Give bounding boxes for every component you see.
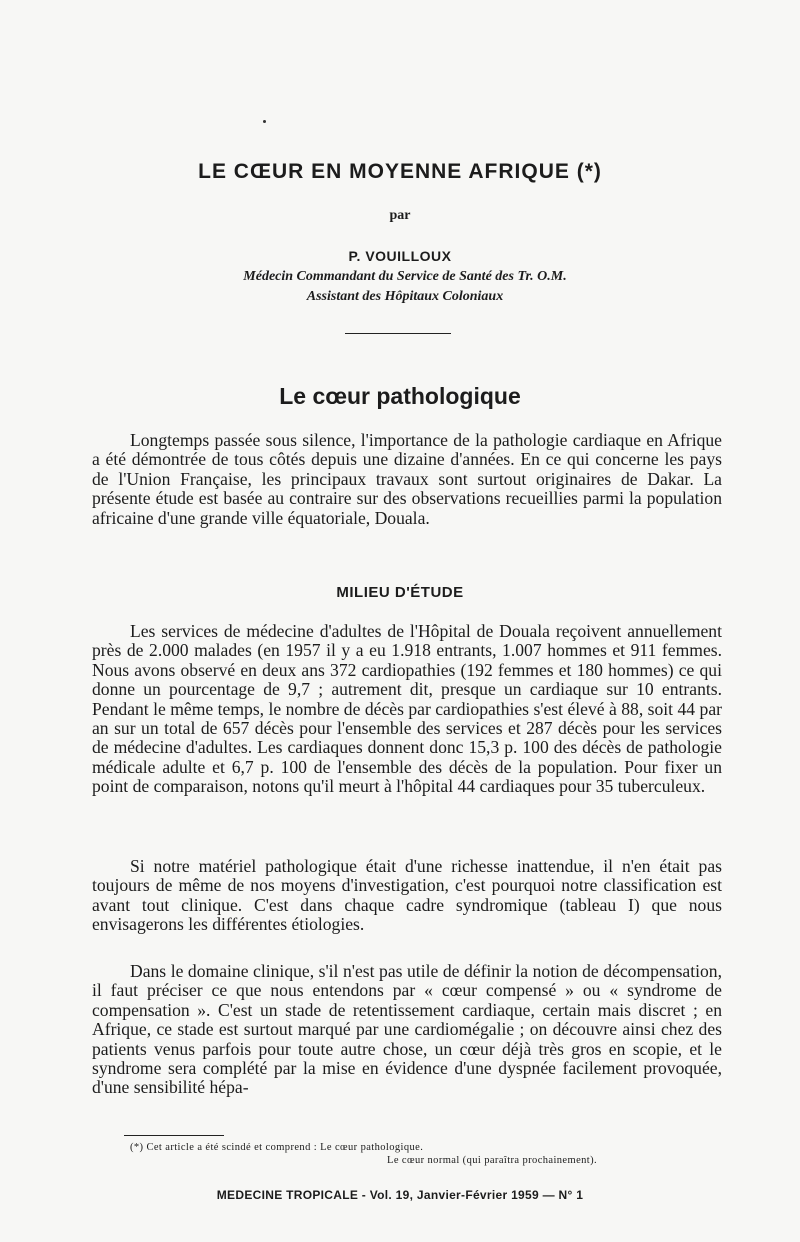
author-affiliation-2: Assistant des Hôpitaux Coloniaux <box>306 289 504 304</box>
article-title: LE CŒUR EN MOYENNE AFRIQUE (*) <box>198 160 602 183</box>
title-divider <box>345 333 451 334</box>
speck-mark <box>263 120 266 123</box>
byline-par: par <box>389 208 411 223</box>
intro-paragraph: Longtemps passée sous silence, l'importance de la pathologie cardiaque en Afrique a été démontrée de tous côtés depuis une dizaine d'années. En ce qui concerne les pays de l'Union Française, les principaux travaux sont surtout originaires de Dakar. La présente étude est basée au contraire sur des observations recueillies parmi la population africaine d'une grande ville équatoriale, Douala. <box>92 430 722 528</box>
subsection-heading: MILIEU D'ÉTUDE <box>336 584 464 601</box>
body-paragraph: Les services de médecine d'adultes de l'Hôpital de Douala reçoivent annuellement près de 2.000 malades (en 1957 il y a eu 1.918 entrants, 1.007 hommes et 911 femmes. Nous avons observé en deux ans 372 cardiopathies (192 femmes et 180 hommes) ce qui donne un pourcentage de 9,7 ; autrement dit, presque un cardiaque sur 10 entrants. Pendant le même temps, le nombre de décès par cardiopathies s'est élevé à 88, soit 44 par an sur un total de 657 décès pour l'ensemble des services et 287 décès pour les services de médecine d'adultes. Les cardiaques donnent donc 15,3 p. 100 des décès de pathologie médicale adulte et 6,7 p. 100 de l'ensemble des décès de la population. Pour fixer un point de comparaison, notons qu'il meurt à l'hôpital 44 cardiaques pour 35 tuberculeux. <box>92 621 722 797</box>
body-paragraph: Dans le domaine clinique, s'il n'est pas utile de définir la notion de décompensation, il faut préciser ce que nous entendons par « cœur compensé » ou « syndrome de compensation ». C'est un stade de retentissement cardiaque, certain mais discret ; en Afrique, ce stade est surtout marqué par une cardiomégalie ; on découvre ainsi chez des patients venus parfois pour toute autre chose, un cœur déjà très gros en scopie, et le syndrome sera complété par la mise en évidence d'une dyspnée facilement provoquée, d'une sensibilité hépa- <box>92 961 722 1098</box>
footnote <box>130 1141 690 1167</box>
author-name: P. VOUILLOUX <box>348 248 452 264</box>
author-affiliation-1: Médecin Commandant du Service de Santé des Tr. O.M. <box>243 269 567 284</box>
section-heading: Le cœur pathologique <box>279 383 521 409</box>
body-paragraph: Si notre matériel pathologique était d'une richesse inattendue, il n'en était pas toujours de même de nos moyens d'investigation, c'est pourquoi notre classification est avant tout clinique. C'est dans chaque cadre syndromique (tableau I) que nous envisagerons les différentes étiologies. <box>92 856 722 935</box>
footnote-line: (*) Cet article a été scindé et comprend : Le cœur pathologique. <box>130 1142 424 1153</box>
journal-footer: MEDECINE TROPICALE - Vol. 19, Janvier-Février 1959 — N° 1 <box>216 1188 584 1202</box>
footnote-line: Le cœur normal (qui paraîtra prochainement). <box>387 1155 598 1166</box>
footnote-divider <box>124 1135 224 1136</box>
